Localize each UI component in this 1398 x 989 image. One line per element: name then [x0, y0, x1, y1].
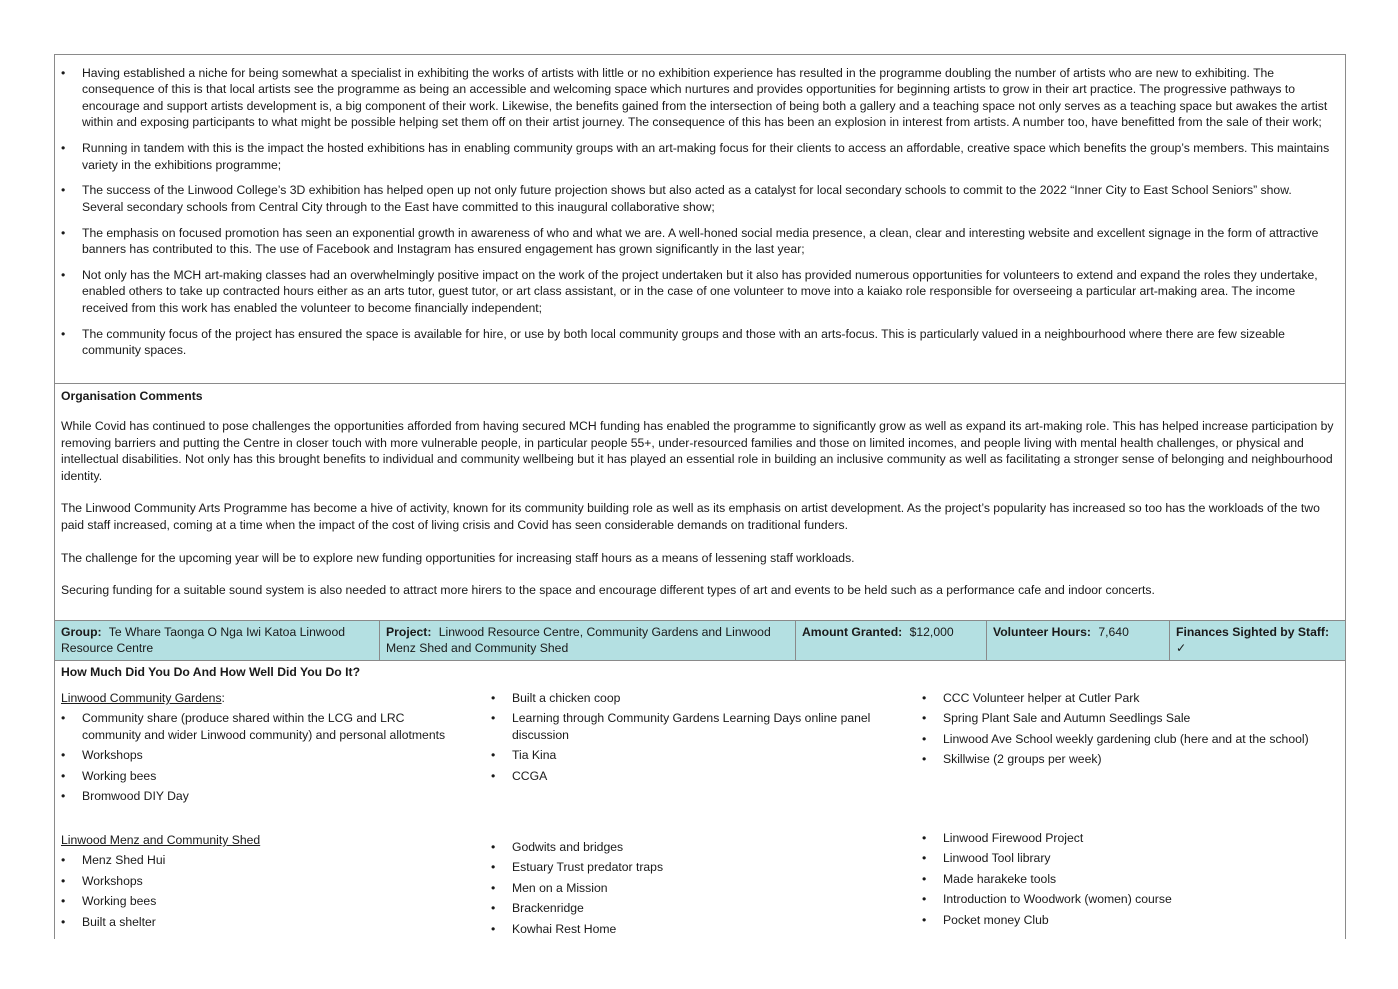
- list-item: • Linwood Firewood Project: [922, 830, 1342, 846]
- organisation-comments-section: [55, 383, 1345, 620]
- list-item: • Bromwood DIY Day: [61, 788, 461, 804]
- list-item: • The success of the Linwood College’s 3D exhibition has helped open up not only future projection shows but also acted as a catalyst for local secondary schools to commit to the 2022 “Inner City to East School Seniors” show. Several secondary schools from Central City through to the East have committed to this inaugural collaborative show;: [61, 182, 1331, 215]
- finances-cell: [1170, 621, 1345, 660]
- list-item: • CCC Volunteer helper at Cutler Park: [922, 690, 1342, 706]
- outcomes-section: [55, 55, 1345, 383]
- list-item: • Community share (produce shared within the LCG and LRC community and wider Linwood community) and personal allotments: [61, 710, 461, 743]
- project-cell: [380, 621, 796, 660]
- list-item: • Brackenridge: [491, 900, 891, 916]
- outcomes-list: [61, 65, 1331, 359]
- list-item: • Men on a Mission: [491, 880, 891, 896]
- list-item: • Running in tandem with this is the impact the hosted exhibitions has in enabling community groups with an art-making focus for their clients to access an affordable, creative space which benefits the group’s members. This maintains variety in the exhibitions programme;: [61, 140, 1331, 173]
- shed-col-2: [491, 839, 891, 941]
- amount-cell: [796, 621, 987, 660]
- list-item: • Working bees: [61, 893, 461, 909]
- shed-label: Linwood Menz and Community Shed: [61, 833, 261, 847]
- gardens-col-3: [922, 690, 1342, 772]
- shed-col-3: [922, 830, 1342, 932]
- report-page: [54, 54, 1346, 939]
- project-value: Linwood Resource Centre, Community Gardens and Linwood Menz Shed and Community Shed: [386, 625, 771, 656]
- amount-label: Amount Granted:: [802, 625, 903, 639]
- list-item: • Linwood Ave School weekly gardening club (here and at the school): [922, 731, 1342, 747]
- list-item: • Skillwise (2 groups per week): [922, 751, 1342, 767]
- list-item: • Godwits and bridges: [491, 839, 891, 855]
- list-item: • Spring Plant Sale and Autumn Seedlings Sale: [922, 710, 1342, 726]
- comment-paragraph: While Covid has continued to pose challenges the opportunities afforded from having secured MCH funding has enabled the programme to significantly grow as well as expand its art-making role. This has helped increase participation by removing barriers and putting the Centre in closer touch with more vulnerable people, in particular people 55+, under-resourced families and those on limited incomes, and people living with mental health challenges, or physical and intellectual disabilities. Not only has this brought benefits to individual and community wellbeing but it has played an essential role in building an inclusive community as well as facilitating a stronger sense of belonging and neighbourhood identity.: [61, 419, 1334, 483]
- section-heading: Organisation Comments: [61, 389, 203, 403]
- volunteer-label: Volunteer Hours:: [993, 625, 1091, 639]
- how-much-section: [55, 660, 1345, 939]
- grant-header-row: [55, 620, 1345, 660]
- list-item: • Introduction to Woodwork (women) course: [922, 891, 1342, 907]
- list-item: • The community focus of the project has ensured the space is available for hire, or use by both local community groups and those with an arts-focus. This is particularly valued in a neighbourhood where there are few sizeable community spaces.: [61, 326, 1331, 359]
- gardens-label: Linwood Community Gardens:: [61, 691, 225, 705]
- comment-paragraph: The challenge for the upcoming year will be to explore new funding opportunities for increasing staff hours as a means of lessening staff workloads.: [61, 550, 855, 565]
- comment-paragraph: The Linwood Community Arts Programme has become a hive of activity, known for its community building role as well as its emphasis on artist development. As the project’s popularity has increased so too has the workloads of the two paid staff increased, coming at a time when the impact of the cost of living crisis and Covid has seen considerable demands on traditional funders.: [61, 501, 1320, 532]
- list-item: • Built a chicken coop: [491, 690, 891, 706]
- list-item: • Made harakeke tools: [922, 871, 1342, 887]
- group-label: Group:: [61, 625, 102, 639]
- list-item: • CCGA: [491, 768, 891, 784]
- comment-paragraph: Securing funding for a suitable sound system is also needed to attract more hirers to the space and encourage different types of art and events to be held such as a performance cafe and indoor concerts.: [61, 583, 1155, 598]
- list-item: • Estuary Trust predator traps: [491, 859, 891, 875]
- volunteer-value: 7,640: [1098, 625, 1129, 639]
- gardens-col-2: [491, 690, 891, 788]
- project-label: Project:: [386, 625, 432, 639]
- list-item: • Having established a niche for being somewhat a specialist in exhibiting the works of artists with little or no exhibition experience has resulted in the programme doubling the number of artists who are new to exhibiting. The consequence of this is that local artists see the programme as being an accessible and welcoming space which nurtures and provides opportunities for beginning artists to grow in their art practice. The progressive pathways to encourage and support artists development is, a big component of their work. Likewise, the benefits gained from the intersection of being both a gallery and a teaching space not only serves as a teaching space but awakes the artist within and exposing participants to what might be possible helping set them off on their artist journey. The consequence of this has been an explosion in interest from artists. A number too, have benefitted from the sale of their work;: [61, 65, 1331, 131]
- group-value: Te Whare Taonga O Nga Iwi Katoa Linwood Resource Centre: [61, 625, 346, 656]
- check-icon: ✓: [1176, 641, 1187, 656]
- amount-value: $12,000: [909, 625, 954, 639]
- list-item: • Pocket money Club: [922, 912, 1342, 928]
- list-item: • Tia Kina: [491, 747, 891, 763]
- list-item: • Built a shelter: [61, 914, 461, 930]
- gardens-col-1: [61, 690, 461, 808]
- list-item: • Not only has the MCH art-making classes had an overwhelmingly positive impact on the work of the project undertaken but it also has provided numerous opportunities for volunteers to extend and expand the roles they undertake, enabled others to take up contracted hours either as an arts tutor, guest tutor, or art class assistant, or in the case of one volunteer to move into a kaiako role responsible for overseeing a particular art-making area. The income received from this work has enabled the volunteer to become financially independent;: [61, 267, 1331, 316]
- list-item: • Menz Shed Hui: [61, 852, 461, 868]
- list-item: • Workshops: [61, 747, 461, 763]
- finances-label: Finances Sighted by Staff:: [1176, 625, 1330, 639]
- list-item: • Learning through Community Gardens Learning Days online panel discussion: [491, 710, 891, 743]
- list-item: • Working bees: [61, 768, 461, 784]
- list-item: • The emphasis on focused promotion has seen an exponential growth in awareness of who and what we are. A well-honed social media presence, a clean, clear and interesting website and excellent signage in the form of attractive banners has contributed to this. The use of Facebook and Instagram has ensured engagement has grown significantly in the last year;: [61, 225, 1331, 258]
- list-item: • Workshops: [61, 873, 461, 889]
- list-item: • Linwood Tool library: [922, 850, 1342, 866]
- group-cell: [55, 621, 380, 660]
- volunteer-cell: [987, 621, 1170, 660]
- shed-col-1: [61, 832, 461, 934]
- list-item: • Kowhai Rest Home: [491, 921, 891, 937]
- section-heading: How Much Did You Do And How Well Did You Do It?: [61, 665, 361, 679]
- report-table: [54, 54, 1346, 939]
